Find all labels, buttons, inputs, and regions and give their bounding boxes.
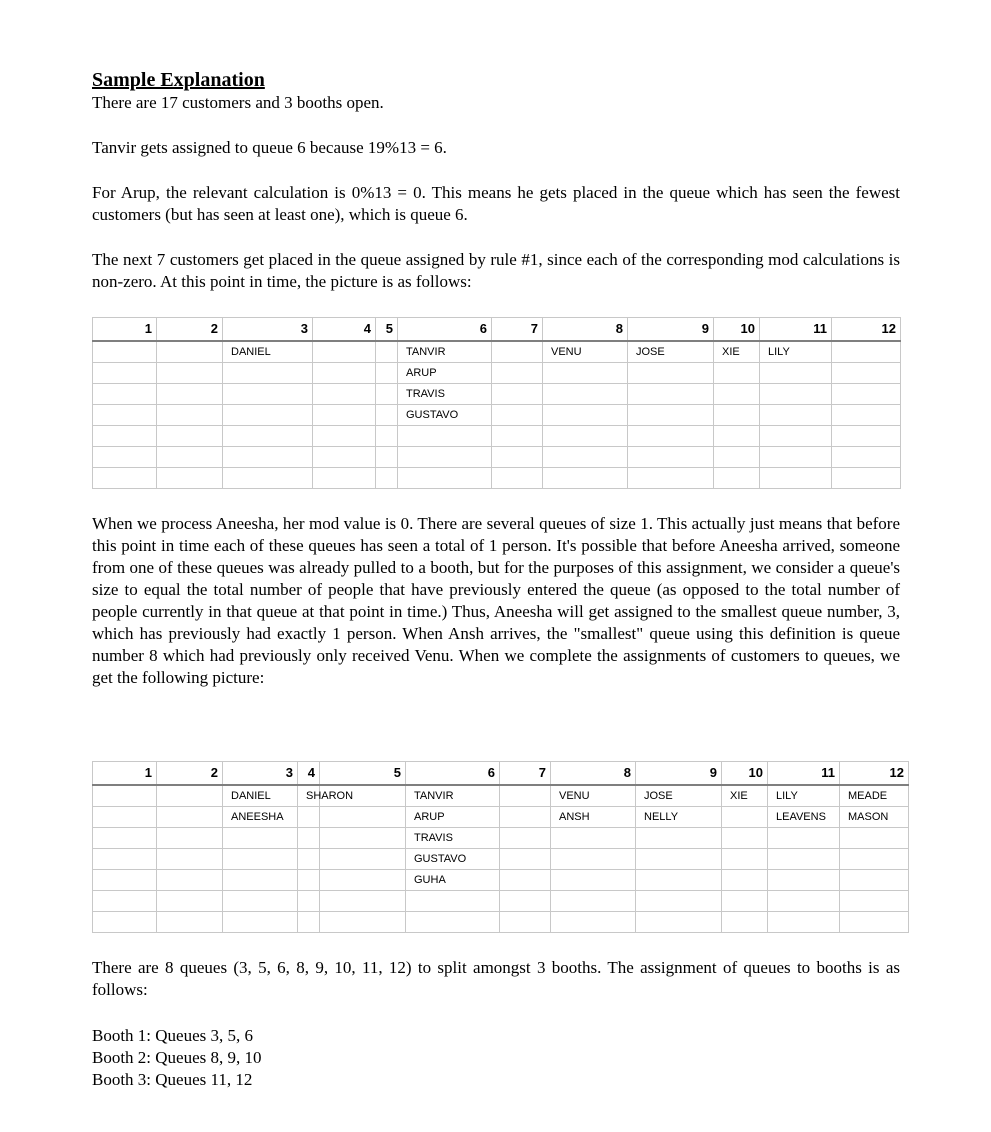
customer-cell [722,891,768,912]
customer-cell [223,828,298,849]
queue-table-2 [92,761,909,933]
booth-1-line: Booth 1: Queues 3, 5, 6 [92,1026,254,1045]
customer-cell [93,363,157,384]
customer-cell [500,785,551,807]
customer-cell [628,405,714,426]
customer-cell [157,341,223,363]
queue-number-header: 3 [223,762,298,786]
customer-cell: SHARON [298,785,320,807]
customer-cell [320,849,406,870]
customer-cell [714,405,760,426]
customer-cell [313,363,376,384]
customer-cell [398,468,492,489]
customer-cell [376,426,398,447]
customer-cell [714,468,760,489]
customer-cell [93,785,157,807]
table-row [93,447,901,468]
customer-cell [157,363,223,384]
customer-cell [320,828,406,849]
customer-cell [840,849,909,870]
customer-cell [768,828,840,849]
customer-cell [157,785,223,807]
queue-table-1 [92,317,901,489]
customer-cell: DANIEL [223,341,313,363]
customer-cell [840,870,909,891]
customer-cell: XIE [714,341,760,363]
customer-cell [157,384,223,405]
queue-number-header: 5 [376,318,398,342]
customer-cell [320,807,406,828]
queue-number-header: 2 [157,318,223,342]
customer-cell [320,912,406,933]
customer-cell [551,849,636,870]
queue-number-header: 6 [406,762,500,786]
customer-cell [500,870,551,891]
customer-cell [223,891,298,912]
table-row [93,870,909,891]
customer-cell: TRAVIS [398,384,492,405]
customer-cell [406,891,500,912]
customer-cell [93,468,157,489]
customer-cell [500,828,551,849]
customer-cell [313,384,376,405]
customer-cell [298,828,320,849]
customer-cell [768,912,840,933]
customer-cell [376,384,398,405]
table-row [93,384,901,405]
queue-number-header: 4 [298,762,320,786]
customer-cell: LILY [760,341,832,363]
customer-cell [223,363,313,384]
customer-cell [298,807,320,828]
table-row [93,426,901,447]
queue-number-header: 11 [760,318,832,342]
customer-cell [636,828,722,849]
document-body [92,68,900,293]
customer-cell [636,849,722,870]
customer-cell [832,405,901,426]
customer-cell [223,426,313,447]
customer-cell [832,363,901,384]
customer-cell [760,447,832,468]
paragraph-tanvir: Tanvir gets assigned to queue 6 because 19%13 = 6. [92,138,447,157]
table-row [93,807,909,828]
customer-cell [840,891,909,912]
customer-cell: DANIEL [223,785,298,807]
customer-cell [768,870,840,891]
customer-cell [768,849,840,870]
customer-cell [832,341,901,363]
customer-cell [628,363,714,384]
customer-cell [93,849,157,870]
customer-cell [492,384,543,405]
customer-cell [223,405,313,426]
customer-cell: VENU [551,785,636,807]
table-row [93,341,901,363]
customer-cell: ARUP [398,363,492,384]
customer-cell [157,870,223,891]
customer-cell [406,912,500,933]
customer-cell [543,468,628,489]
customer-cell [298,849,320,870]
customer-cell [223,912,298,933]
customer-cell [768,891,840,912]
customer-cell [93,426,157,447]
queue-number-header: 8 [551,762,636,786]
queue-number-header: 12 [840,762,909,786]
queue-number-header: 11 [768,762,840,786]
customer-cell [376,341,398,363]
customer-cell [840,912,909,933]
customer-cell: TANVIR [406,785,500,807]
customer-cell [376,405,398,426]
customer-cell [398,426,492,447]
customer-cell [832,468,901,489]
customer-cell [376,363,398,384]
table-row [93,785,909,807]
customer-cell [543,363,628,384]
booth-intro [92,957,900,1001]
table-row [93,405,901,426]
customer-cell [157,912,223,933]
queue-number-header: 12 [832,318,901,342]
customer-cell [832,426,901,447]
customer-cell: GUSTAVO [398,405,492,426]
customer-cell [492,405,543,426]
customer-cell [636,870,722,891]
booth-2-line: Booth 2: Queues 8, 9, 10 [92,1048,262,1067]
paragraph-next-customers: The next 7 customers get placed in the queue assigned by rule #1, since each of the corresponding mod calculations is non-zero. At this point in time, the picture is as follows: [92,250,900,291]
customer-cell [320,891,406,912]
customer-cell [832,384,901,405]
customer-cell [543,384,628,405]
customer-cell [760,384,832,405]
customer-cell [492,363,543,384]
customer-cell: JOSE [636,785,722,807]
queue-number-header: 3 [223,318,313,342]
customer-cell: MEADE [840,785,909,807]
customer-cell [714,363,760,384]
customer-cell [157,405,223,426]
customer-cell [223,447,313,468]
customer-cell: MASON [840,807,909,828]
customer-cell [722,912,768,933]
customer-cell [93,807,157,828]
customer-cell [157,807,223,828]
customer-cell [500,807,551,828]
customer-cell [223,468,313,489]
customer-cell [492,341,543,363]
customer-cell [93,891,157,912]
customer-cell [714,426,760,447]
customer-cell [313,405,376,426]
customer-cell [93,405,157,426]
customer-cell: TRAVIS [406,828,500,849]
customer-cell [492,468,543,489]
customer-cell [628,468,714,489]
customer-cell: JOSE [628,341,714,363]
customer-cell [298,870,320,891]
customer-cell [298,912,320,933]
customer-cell [93,870,157,891]
customer-cell [500,849,551,870]
paragraph-arup: For Arup, the relevant calculation is 0%13 = 0. This means he gets placed in the queue which has seen the fewest customers (but has seen at least one), which is queue 6. [92,183,900,224]
customer-cell [636,891,722,912]
queue-number-header: 7 [492,318,543,342]
customer-cell [760,426,832,447]
queue-number-header: 9 [636,762,722,786]
customer-cell [93,828,157,849]
queue-number-header: 8 [543,318,628,342]
customer-cell [320,870,406,891]
queue-number-header: 1 [93,762,157,786]
paragraph-booth-split: There are 8 queues (3, 5, 6, 8, 9, 10, 11, 12) to split amongst 3 booths. The assignment of queues to booths is as follows: [92,958,900,999]
customer-cell [714,384,760,405]
customer-cell [551,891,636,912]
customer-cell [628,447,714,468]
customer-cell [93,447,157,468]
aneesha-explanation [92,513,900,689]
customer-cell [313,341,376,363]
customer-cell [376,447,398,468]
customer-cell: ANEESHA [223,807,298,828]
customer-cell: GUSTAVO [406,849,500,870]
table-header-row [93,318,901,342]
customer-cell [157,849,223,870]
customer-cell [760,468,832,489]
customer-cell [551,870,636,891]
table-header-row [93,762,909,786]
section-title: Sample Explanation [92,69,265,91]
customer-cell [543,447,628,468]
customer-cell [313,468,376,489]
customer-cell: LILY [768,785,840,807]
booth-3-line: Booth 3: Queues 11, 12 [92,1070,253,1089]
customer-cell [760,363,832,384]
customer-cell [93,384,157,405]
customer-cell [93,341,157,363]
customer-cell: GUHA [406,870,500,891]
customer-cell: ARUP [406,807,500,828]
table-row [93,912,909,933]
queue-number-header: 2 [157,762,223,786]
customer-cell [313,426,376,447]
customer-cell [157,891,223,912]
customer-cell: NELLY [636,807,722,828]
customer-cell [157,426,223,447]
customer-cell [223,849,298,870]
customer-cell [543,426,628,447]
table-row [93,849,909,870]
customer-cell [551,912,636,933]
queue-table-1-wrapper [92,317,901,489]
queue-number-header: 5 [320,762,406,786]
queue-number-header: 1 [93,318,157,342]
customer-cell: XIE [722,785,768,807]
queue-number-header: 6 [398,318,492,342]
customer-cell: ANSH [551,807,636,828]
queue-number-header: 4 [313,318,376,342]
customer-cell [492,447,543,468]
customer-cell [722,807,768,828]
queue-number-header: 10 [714,318,760,342]
table-row [93,828,909,849]
customer-cell [628,426,714,447]
customer-cell [376,468,398,489]
customer-cell [398,447,492,468]
customer-cell [157,447,223,468]
customer-cell [500,891,551,912]
customer-cell [832,447,901,468]
queue-number-header: 9 [628,318,714,342]
customer-cell [714,447,760,468]
paragraph-intro: There are 17 customers and 3 booths open. [92,93,384,112]
customer-cell [722,870,768,891]
customer-cell: TANVIR [398,341,492,363]
customer-cell [551,828,636,849]
customer-cell [636,912,722,933]
customer-cell [500,912,551,933]
queue-number-header: 10 [722,762,768,786]
customer-cell [223,870,298,891]
customer-cell [313,447,376,468]
customer-cell [722,849,768,870]
customer-cell [157,468,223,489]
customer-cell: VENU [543,341,628,363]
table-row [93,891,909,912]
customer-cell [543,405,628,426]
queue-number-header: 7 [500,762,551,786]
booth-assignments [92,1025,900,1091]
customer-cell [840,828,909,849]
customer-cell [223,384,313,405]
customer-cell [93,912,157,933]
queue-table-2-wrapper [92,761,909,933]
customer-cell [492,426,543,447]
customer-cell [760,405,832,426]
table-row [93,468,901,489]
customer-cell [157,828,223,849]
customer-cell [722,828,768,849]
customer-cell [298,891,320,912]
customer-cell: LEAVENS [768,807,840,828]
table-row [93,363,901,384]
paragraph-aneesha: When we process Aneesha, her mod value is 0. There are several queues of size 1. This actually just means that before this point in time each of these queues has seen a total of 1 person. It's possible that before Aneesha arrived, someone from one of these queues was already pulled to a booth, but for the purposes of this assignment, we consider a queue's size to equal the total number of people that have previously entered the queue (as opposed to the total number of people currently in that queue at that point in time.) Thus, Aneesha will get assigned to the smallest queue number, 3, which has previously had exactly 1 person. When Ansh arrives, the "smallest" queue using this definition is queue number 8 which had previously only received Venu. When we complete the assignments of customers to queues, we get the following picture: [92,514,900,687]
customer-cell [628,384,714,405]
